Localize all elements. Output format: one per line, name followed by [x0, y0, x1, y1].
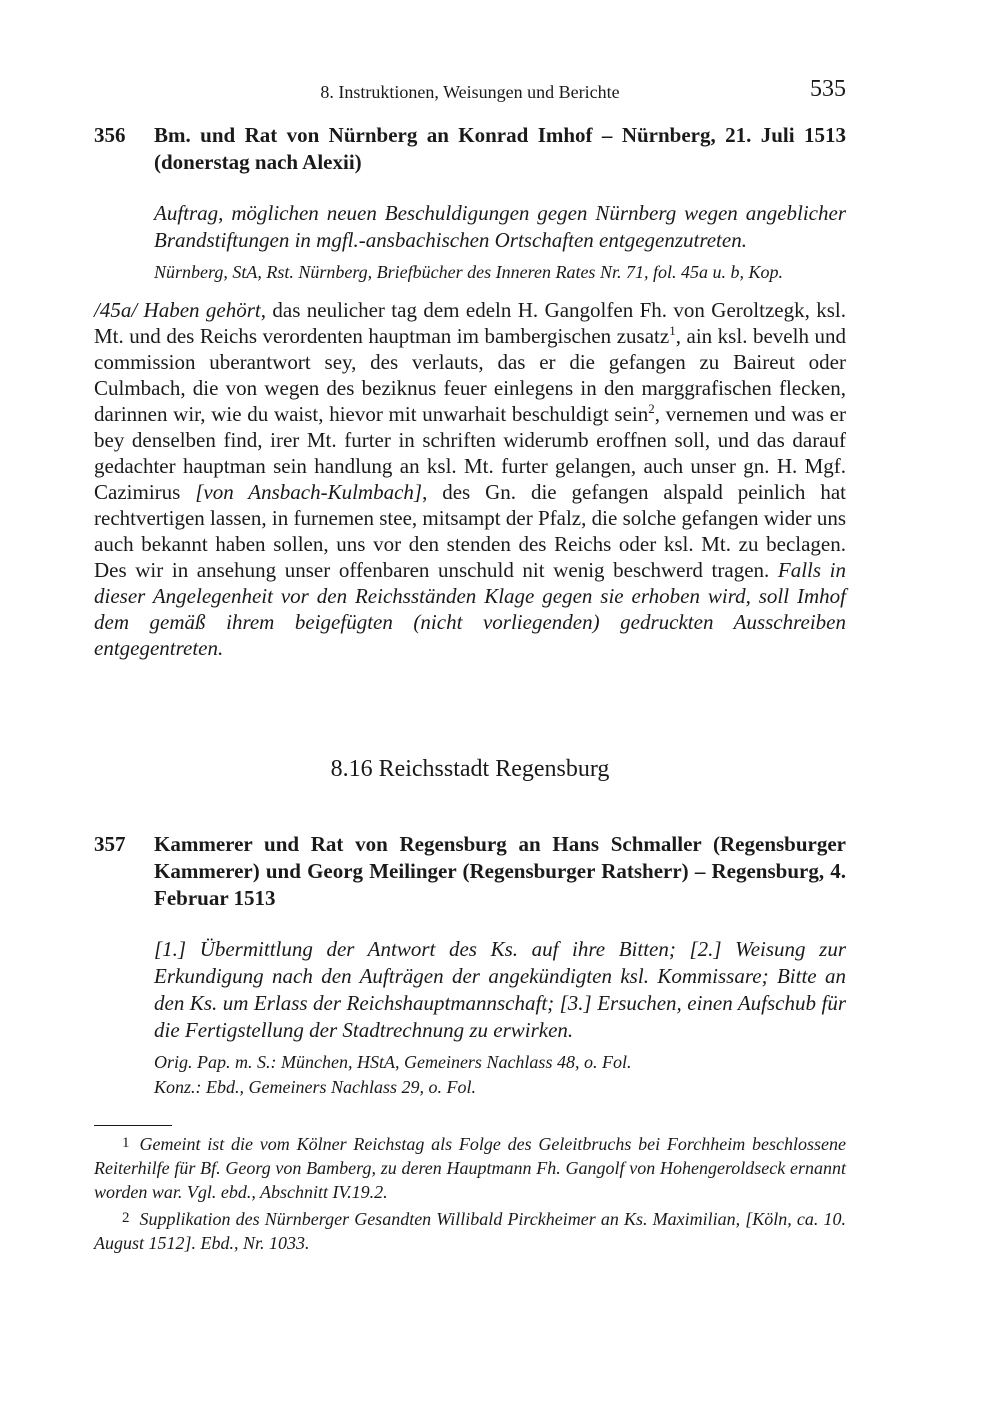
body-text-segment: , vernemen und was er bey denselben find, irer Mt. furter in schriften widerumb eroffnen soll, und das darauf gedachter hauptman sein handlung an ksl. Mt. furter gelangen, auch unser gn. H. Mgf. Cazimirus: [94, 402, 846, 504]
entry-356: [94, 122, 846, 661]
footnote-mark: 1: [122, 1135, 130, 1151]
entry-357: [94, 831, 846, 1100]
entry-357-head: [94, 831, 846, 912]
entry-source: Nürnberg, StA, Rst. Nürnberg, Briefbücher des Inneren Rates Nr. 71, fol. 45a u. b, Kop.: [154, 262, 783, 282]
entry-number: 357: [94, 832, 126, 856]
entry-356-head: [94, 122, 846, 176]
body-text-segment: , des Gn. die gefangen alspald peinlich hat rechtvertigen lassen, in furnemen stee, mitsampt der Pfalz, die solche gefangen wider uns auch bekannt haben sollen, uns vor den stenden des Reichs oder ksl. Mt. zu beclagen. Des wir in ansehung unser offenbaren unschuld nit wenig beschwerd tragen.: [94, 480, 846, 582]
footnote-1: [94, 1131, 846, 1204]
page-number: 535: [810, 76, 846, 102]
footnote-text: Gemeint ist die vom Kölner Reichstag als Folge des Geleitbruchs bei Forchheim beschlossene Reiterhilfe für Bf. Georg von Bamberg, zu deren Hauptmann Fh. Gangolf von Hohengeroldseck ernannt worden war. Vgl. ebd., Abschnitt IV.19.2.: [94, 1134, 846, 1202]
footnote-text: Supplikation des Nürnberger Gesandten Willibald Pirckheimer an Ks. Maximilian, [Köln, ca. 10. August 1512]. Ebd., Nr. 1033.: [94, 1209, 846, 1253]
entry-title: Bm. und Rat von Nürnberg an Konrad Imhof – Nürnberg, 21. Juli 1513 (donerstag nach Alexii): [154, 123, 846, 174]
entry-title: Kammerer und Rat von Regensburg an Hans Schmaller (Regensburger Kammerer) und Georg Meilinger (Regensburger Ratsherr) – Regensburg, 4. Februar 1513: [154, 832, 846, 910]
entry-body: [94, 297, 846, 661]
page-header: [94, 76, 846, 110]
entry-source: Konz.: Ebd., Gemeiners Nachlass 29, o. Fol.: [154, 1077, 476, 1097]
footnote-2: [94, 1206, 846, 1255]
body-italic-summary: Falls in dieser Angelegenheit vor den Reichsständen Klage gegen sie erhoben wird, soll Imhof dem gemäß ihrem beigefügten (nicht vorliegenden) gedruckten Ausschreiben entgegentreten.: [94, 558, 846, 660]
entry-summary: [1.] Übermittlung der Antwort des Ks. auf ihre Bitten; [2.] Weisung zur Erkundigung nach den Aufträgen der angekündigten ksl. Kommissare; Bitte an den Ks. um Erlass der Reichshauptmannschaft; [3.] Ersuchen, einen Aufschub für die Fertigstellung der Stadtrechnung zu erwirken.: [154, 937, 846, 1042]
body-text-segment: das neulicher tag dem edeln H. Gangolfen Fh. von Geroltzegk, ksl. Mt. und des Reichs verordenten hauptman im bambergischen zusatz: [94, 298, 846, 348]
body-editorial-insertion: [von Ansbach-Kulmbach]: [195, 480, 423, 504]
footnotes: [94, 1131, 846, 1257]
footnote-mark: 2: [122, 1210, 130, 1226]
entry-number: 356: [94, 123, 126, 147]
footnote-ref-1[interactable]: 1: [669, 323, 676, 338]
entry-source: Orig. Pap. m. S.: München, HStA, Gemeiners Nachlass 48, o. Fol.: [154, 1052, 632, 1072]
body-text-segment: , ain ksl. bevelh und commission uberantwort sey, des verlauts, das er die gefangen zu Baireut oder Culmbach, die von wegen des beziknus feuer einlegens in den marggrafischen flecken, darinnen wir, wie du waist, hievor mit unwarhait beschuldigt sein: [94, 324, 846, 426]
footnote-divider: [94, 1125, 172, 1126]
running-title: 8. Instruktionen, Weisungen und Berichte: [320, 82, 620, 102]
section-heading: 8.16 Reichsstadt Regensburg: [330, 756, 610, 782]
body-italic-opening: /45a/ Haben gehört,: [94, 298, 267, 322]
footnote-ref-2[interactable]: 2: [648, 401, 655, 416]
entry-summary: Auftrag, möglichen neuen Beschuldigungen gegen Nürnberg wegen angeblicher Brandstiftungen in mgfl.-ansbachischen Ortschaften entgegenzutreten.: [154, 201, 846, 252]
